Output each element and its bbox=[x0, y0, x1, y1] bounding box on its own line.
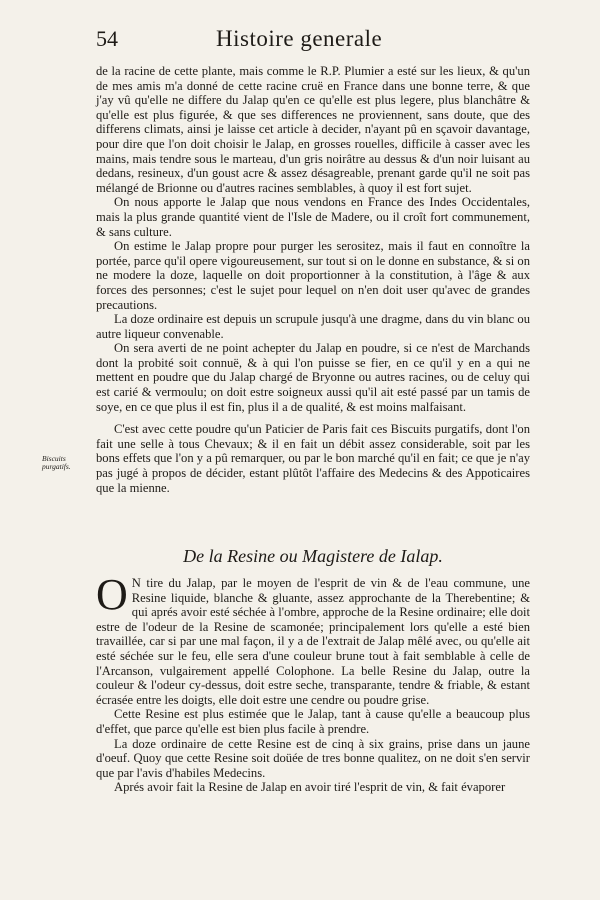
paragraph: Aprés avoir fait la Resine de Jalap en avoir tiré l'esprit de vin, & fait évaporer bbox=[114, 780, 506, 795]
paragraph: La doze ordinaire de cette Resine est de cinq à six grains, prise dans un jaune d'oeuf. Quoy que cette Resine soit doüée de tres bonne qualitez, on ne doit s'en servir que par l'avis d'habiles Medecins. bbox=[96, 736, 530, 780]
main-text bbox=[96, 64, 530, 495]
paragraph-text: N tire du Jalap, par le moyen de l'esprit de vin & de l'eau commune, une Resine liquide, blanche & gluante, assez approchante de la Therebentine; & qui aprés avoir esté séchée à l'ombre, approche de la Resine ordinaire; elle doit estre de l'odeur de la Resine de scamonée; principalement lors qu'elle a esté bien travaillée, car si par une mal façon, il y a de l'extrait de Jalap mêlé avec, ou qu'elle ait esté séchée sur le feu, elle sera d'une couleur brune tout à fait semblable à celle de l'Arcanson, vulgairement appellé Colophone. La belle Resine du Jalap, outre la couleur & l'odeur cy-dessus, doit estre seche, transparante, tendre & friable, & estant écrasée entre les doigts, elle doit estre une cendre ou poudre grise. bbox=[96, 576, 530, 707]
paragraph bbox=[96, 570, 530, 707]
drop-cap: O bbox=[96, 570, 128, 619]
paragraph: On nous apporte le Jalap que nous vendons en France des Indes Occidentales, mais la plus grande quantité vient de l'Isle de Madere, ou il croît fort communement, & sans culture. bbox=[96, 195, 530, 239]
page-header bbox=[96, 26, 530, 56]
paragraph: La doze ordinaire est depuis un scrupule jusqu'à une dragme, dans du vin blanc ou autre liqueur convenable. bbox=[96, 312, 530, 341]
paragraph: C'est avec cette poudre qu'un Paticier de Paris fait ces Biscuits purgatifs, dont l'on fait une selle à tous Chevaux; & il en fait un débit assez considerable, soit par les bons effets que l'on y a pû remarquer, ou par le bon marché qu'il en fait; ce que je n'ay pas jugé à propos de décider, estant plûtôt l'affaire des Medecins & des Appoticaires que la mienne. bbox=[96, 422, 530, 495]
paragraph: Cette Resine est plus estimée que le Jalap, tant à cause qu'elle a beaucoup plus d'effet, que parce qu'elle est bien plus facile à prendre. bbox=[96, 707, 530, 736]
paragraph: de la racine de cette plante, mais comme le R.P. Plumier a esté sur les lieux, & qu'un de mes amis m'a donné de cette racine cruë en France dans une bonne terre, & que j'ay vû qu'elle ne differe du Jalap qu'en ce qu'elle est plus legere, plus blanchâtre & qu'elle est plus figurée, & que ses differences ne proviennent, sans doute, que des differens climats, ainsi je laisse cet article à decider, n'ayant pû en sçavoir davantage, pour dire que l'on doit choisir le Jalap, en grosses rouelles, difficile à casser avec les mains, mais tendre sous le marteau, d'un gris noirâtre au dessus & d'un noir luisant au dedans, resineux, d'un goust acre & assez désagreable, prenant garde qu'il ne soit pas mélangé de Brionne ou d'autres racines semblables, à quoy il est fort sujet. bbox=[96, 64, 530, 195]
page-number: 54 bbox=[96, 26, 118, 51]
section-heading: De la Resine ou Magistere de Ialap. bbox=[183, 546, 443, 566]
running-title: Histoire generale bbox=[216, 26, 383, 51]
paragraph: On estime le Jalap propre pour purger les serositez, mais il faut en connoître la portée, parce qu'il opere vigoureusement, sur tout si on le donne en substance, & si on ne modere la doze, laquelle on doit proportionner à la constitution, à l'âge & aux forces des personnes; c'est le sujet pour lequel on n'en doit user qu'avec de grandes precautions. bbox=[96, 239, 530, 312]
section-text bbox=[96, 570, 530, 795]
paragraph: On sera averti de ne point achepter du Jalap en poudre, si ce n'est de Marchands dont la probité soit connuë, & à qui l'on puisse se fier, en ce qu'il y en a qui ne mettent en poudre que du Jalap chargé de Bryonne ou autres racines, ou de celuy qui est carié & vermoulu; on doit estre soigneux aussi qu'il ait esté passé par un tamis de soye, en ce que plus il est fin, plus il a de qualité, & est moins malfaisant. bbox=[96, 341, 530, 414]
margin-note: Biscuits purgatifs. bbox=[42, 454, 71, 471]
